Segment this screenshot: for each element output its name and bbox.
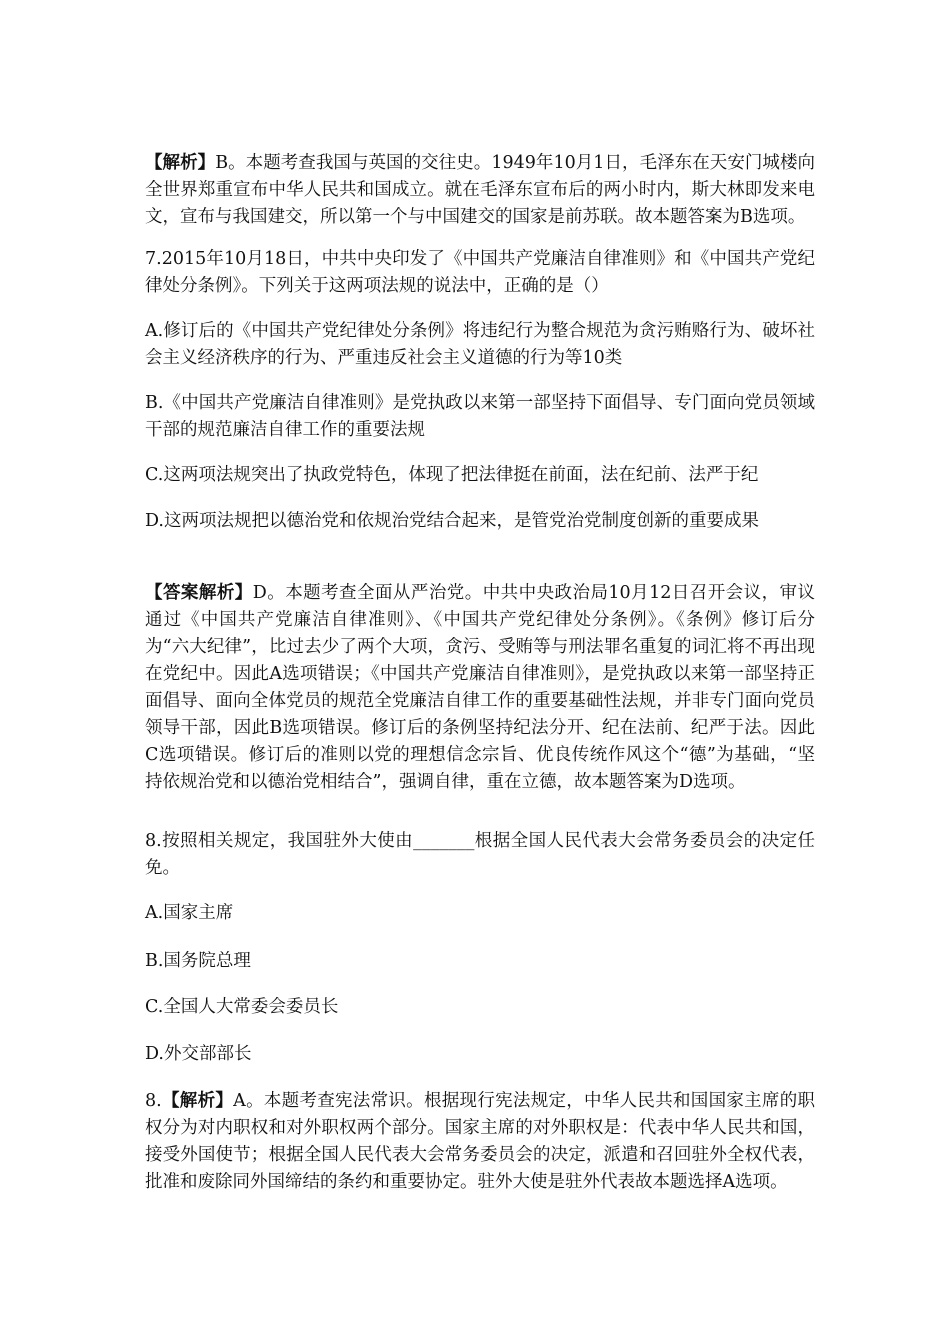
question-8-answer-paragraph — [145, 1088, 815, 1196]
analysis-tag: 【解析】 — [161, 1091, 234, 1111]
question-7-answer-paragraph — [145, 580, 815, 796]
analysis-text: A。本题考查宪法常识。根据现行宪法规定，中华人民共和国国家主席的职权分为对内职权和对外职权两个部分。国家主席的对外职权是：代表中华人民共和国，接受外国使节；根据全国人民代表大会常务委员会的决定，派遣和召回驻外全权代表，批准和废除同外国缔结的条约和重要协定。驻外大使是驻外代表故本题选择A选项。 — [145, 1091, 816, 1192]
question-7-option-c: C.这两项法规突出了执政党特色，体现了把法律挺在前面，法在纪前、法严于纪 — [145, 465, 759, 485]
answer-analysis-text: D。本题考查全面从严治党。中共中央政治局10月12日召开会议，审议通过《中国共产党廉洁自律准则》、《中国共产党纪律处分条例》。《条例》修订后分为“六大纪律”，比过去少了两个大项，贪污、受贿等与刑法罪名重复的词汇将不再出现在党纪中。因此A选项错误；《中国共产党廉洁自律准则》，是党执政以来第一部坚持正面倡导、面向全体党员的规范全党廉洁自律工作的重要基础性法规，并非专门面向党员领导干部，因此B选项错误。修订后的条例坚持纪法分开、纪在法前、纪严于法。因此C选项错误。修订后的准则以党的理想信念宗旨、优良传统作风这个“德”为基础，“坚持依规治党和以德治党相结合”，强调自律，重在立德，故本题答案为D选项。 — [145, 583, 815, 792]
prev-analysis-paragraph — [145, 150, 815, 231]
answer-prefix: 8. — [145, 1091, 162, 1111]
answer-analysis-tag: 【答案解析】 — [145, 583, 253, 603]
question-8-stem: 8.按照相关规定，我国驻外大使由_______根据全国人民代表大会常务委员会的决定任免。 — [145, 831, 815, 878]
question-7-stem: 7.2015年10月18日，中共中央印发了《中国共产党廉洁自律准则》和《中国共产党纪律处分条例》。下列关于这两项法规的说法中，正确的是（） — [145, 249, 815, 296]
question-7-option-d: D.这两项法规把以德治党和依规治党结合起来，是管党治党制度创新的重要成果 — [145, 511, 759, 531]
question-8-option-c: C.全国人大常委会委员长 — [145, 997, 339, 1017]
question-8-option-d: D.外交部部长 — [145, 1044, 252, 1064]
question-7-option-b: B.《中国共产党廉洁自律准则》是党执政以来第一部坚持下面倡导、专门面向党员领域干部的规范廉洁自律工作的重要法规 — [145, 393, 815, 440]
analysis-text: B。本题考查我国与英国的交往史。1949年10月1日，毛泽东在天安门城楼向全世界郑重宣布中华人民共和国成立。就在毛泽东宣布后的两小时内，斯大林即发来电文，宣布与我国建交，所以第一个与中国建交的国家是前苏联。故本题答案为B选项。 — [145, 153, 816, 227]
question-7-option-a: A.修订后的《中国共产党纪律处分条例》将违纪行为整合规范为贪污贿赂行为、破坏社会主义经济秩序的行为、严重违反社会主义道德的行为等10类 — [145, 321, 815, 368]
question-8-option-a: A.国家主席 — [145, 903, 234, 923]
analysis-tag: 【解析】 — [145, 153, 216, 173]
question-8-option-b: B.国务院总理 — [145, 951, 251, 971]
